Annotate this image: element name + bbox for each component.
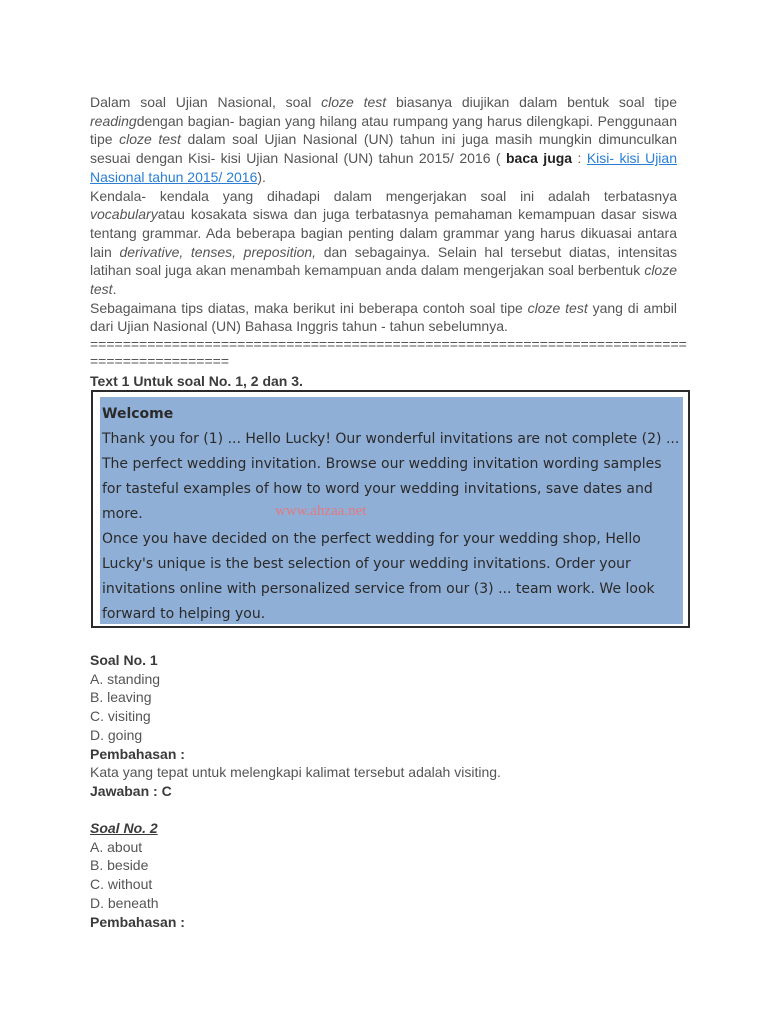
soal-1-option-c: C. visiting [90,708,151,725]
soal-1-pembahasan-text: Kata yang tepat untuk melengkapi kalimat tersebut adalah visiting. [90,764,501,781]
reading-text-paragraph-1: Thank you for (1) ... Hello Lucky! Our wonderful invitations are not complete (2) ... The perfect wedding invitation. Browse our wedding invitation wording samples for tasteful examples of how to word your wedding invitations, save dates and more. [102,431,680,522]
intro-paragraph-1: Dalam soal Ujian Nasional, soal cloze test biasanya diujikan dalam bentuk soal tipe readingdengan bagian- bagian yang hilang atau rumpang yang harus dilengkapi. Penggunaan tipe cloze test dalam soal Ujian Nasional (UN) tahun ini juga masih mungkin dimunculkan sesuai dengan Kisi- kisi Ujian Nasional (UN) tahun 2015/ 2016 ( baca juga : Kisi- kisi Ujian Nasional tahun 2015/ 2016). [90,94,677,185]
kisi-kisi-link[interactable]: Kisi- kisi Ujian Nasional tahun 2015/ 2016 [90,150,677,185]
soal-1-section [90,651,501,801]
soal-2-pembahasan-label: Pembahasan : [90,913,185,930]
soal-1-option-b: B. leaving [90,689,152,706]
watermark: www.ahzaa.net [275,503,367,519]
soal-2-option-b: B. beside [90,857,149,874]
soal-2-heading: Soal No. 2 [90,820,158,836]
reading-text [102,402,682,627]
text-title: Text 1 Untuk soal No. 1, 2 dan 3. [90,373,303,389]
soal-2-option-d: D. beneath [90,894,159,911]
intro-paragraph-3: Sebagaimana tips diatas, maka berikut ini beberapa contoh soal tipe cloze test yang di ambil dari Ujian Nasional (UN) Bahasa Inggris tahun - tahun sebelumnya. [90,299,678,335]
soal-1-option-d: D. going [90,726,143,743]
soal-2-option-c: C. without [90,876,153,893]
reading-text-heading: Welcome [102,406,174,422]
intro-paragraph-2: Kendala- kendala yang dihadapi dalam mengerjakan soal ini adalah terbatasnya vocabularyatau kosakata siswa dan juga terbatasnya pemahaman kemampuan dasar siswa tentang grammar. Ada beberapa bagian penting dalam grammar yang harus dikuasai antara lain derivative, tenses, preposition, dan sebagainya. Selain hal tersebut diatas, intensitas latihan soal juga akan menambah kemampuan anda dalam mengerjakan soal berbentuk cloze test. [90,187,677,298]
soal-2-option-a: A. about [90,838,143,855]
reading-text-box [91,390,690,628]
reading-text-paragraph-2: Once you have decided on the perfect wedding for your wedding shop, Hello Lucky's unique is the best selection of your wedding invitations. Order your invitations online with personalized service from our (3) ... team work. We look forward to helping you. [102,531,655,622]
soal-1-jawaban: Jawaban : C [90,782,172,799]
soal-1-pembahasan-label: Pembahasan : [90,745,185,762]
soal-1-heading: Soal No. 1 [90,652,158,668]
separator-line: ========================================================================================== [90,336,687,369]
reading-text-background [100,397,683,624]
intro-text [90,93,677,336]
soal-1-option-a: A. standing [90,670,161,687]
soal-2-section [90,819,185,931]
